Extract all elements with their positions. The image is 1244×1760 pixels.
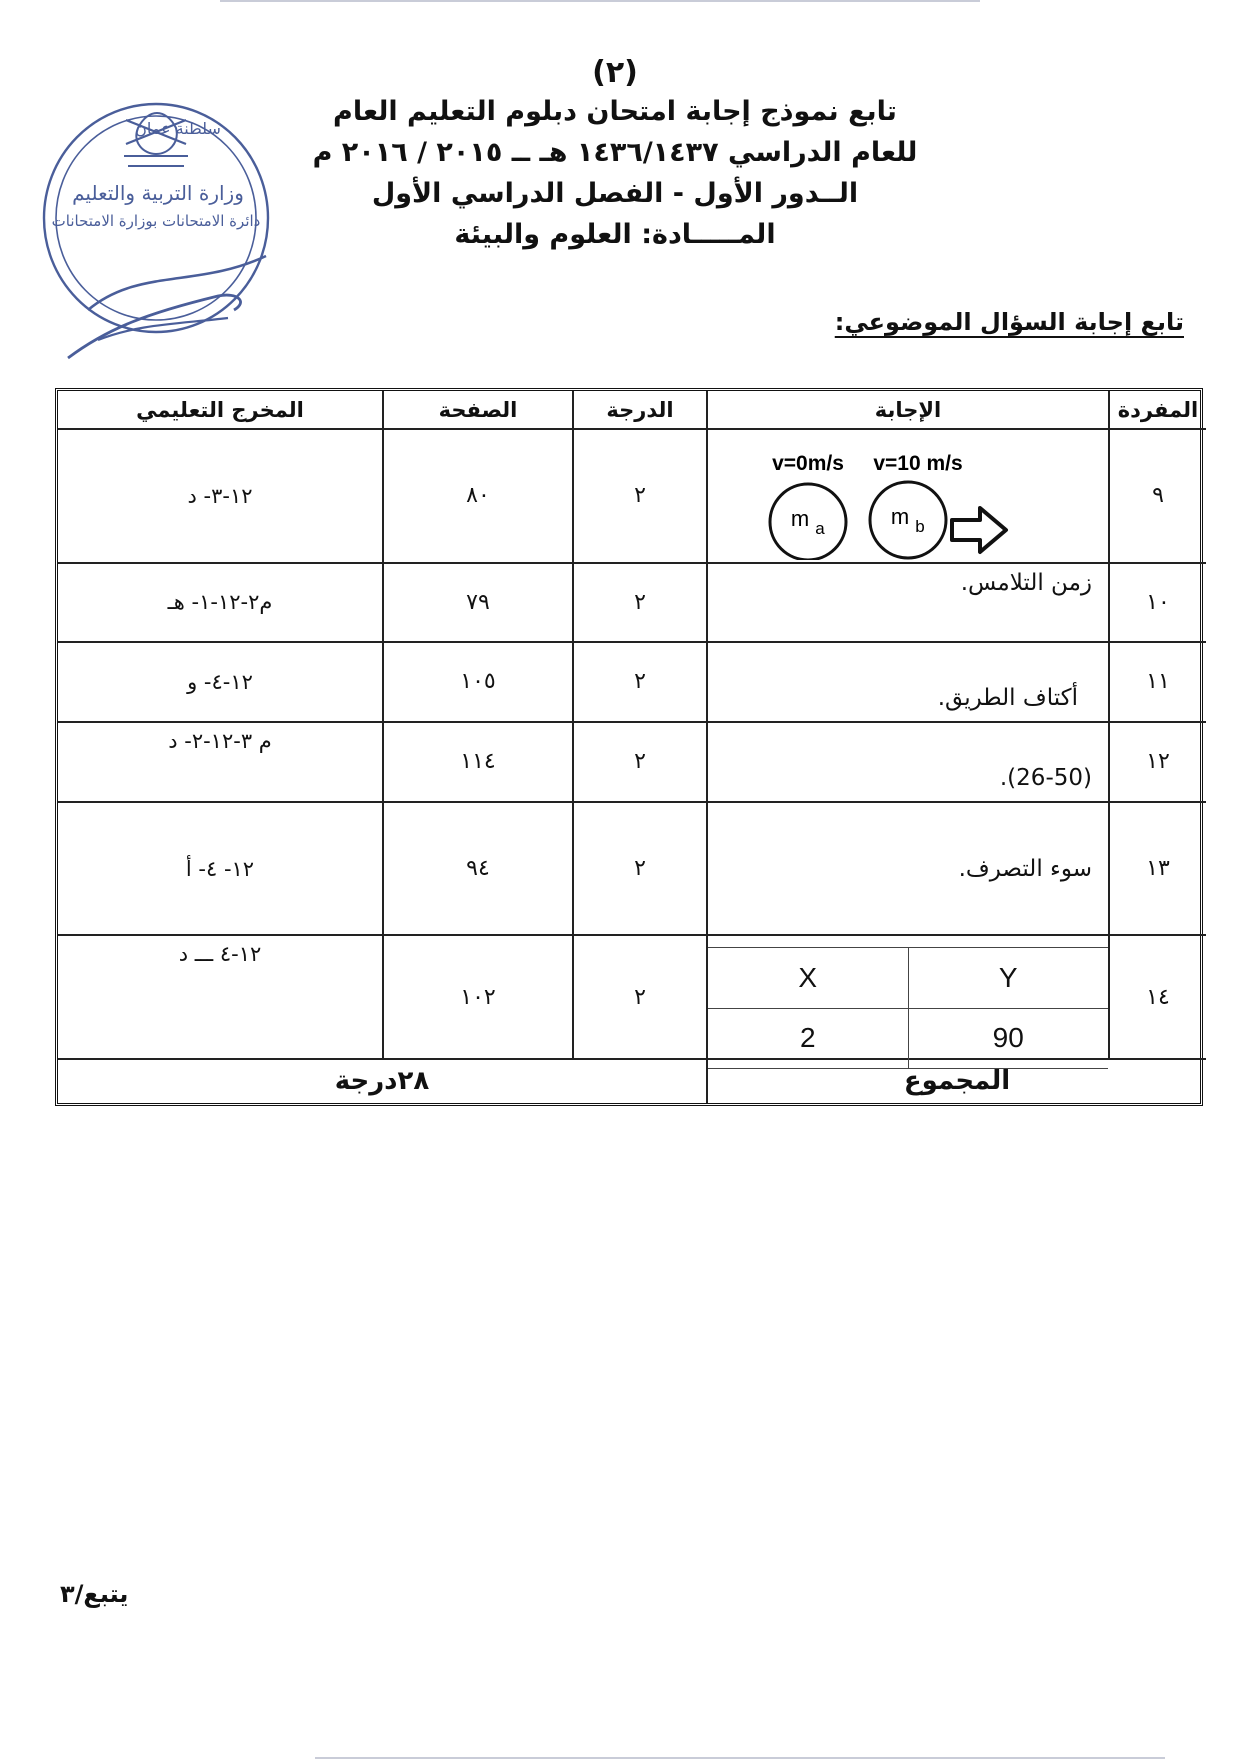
xy-data-table (708, 947, 1108, 1068)
document-title: تابع نموذج إجابة امتحان دبلوم التعليم العام (333, 96, 897, 127)
ball-b-sub: b (915, 517, 925, 536)
cell-answer-table (707, 935, 1109, 1058)
cell-page: ١١٤ (383, 722, 573, 802)
xy-value-x: 2 (708, 1008, 908, 1068)
table-row (58, 642, 1206, 722)
table-row (58, 722, 1206, 802)
cell-grade: ٢ (573, 722, 707, 802)
exam-subject: المـــــادة: العلوم والبيئة (454, 219, 776, 250)
velocity-label-b: v=10 m/s (873, 452, 963, 475)
total-label: المجموع (707, 1059, 1206, 1103)
header-grade: الدرجة (573, 391, 707, 429)
cell-grade: ٢ (573, 429, 707, 563)
cell-outcome: ١٢-٣- د (58, 429, 383, 563)
total-value: ٢٨درجة (58, 1059, 707, 1103)
stamp-text-line2: دائرة الامتحانات بوزارة الامتحانات (51, 212, 261, 230)
cell-item: ١٢ (1109, 722, 1206, 802)
cell-answer-figure (707, 429, 1109, 563)
header-item: المفردة (1109, 391, 1206, 429)
cell-grade: ٢ (573, 642, 707, 722)
cell-grade: ٢ (573, 802, 707, 936)
table-header-row (58, 391, 1206, 429)
continue-note: يتبع/٣ (60, 1580, 129, 1608)
cell-item: ٩ (1109, 429, 1206, 563)
cell-answer: سوء التصرف. (707, 802, 1109, 936)
cell-item: ١٣ (1109, 802, 1206, 936)
xy-header-x: X (708, 948, 908, 1008)
cell-page: ٧٩ (383, 563, 573, 642)
total-row (58, 1059, 1206, 1103)
table-row (58, 429, 1206, 563)
ball-a-sub: a (815, 519, 825, 538)
cell-grade: ٢ (573, 935, 707, 1058)
cell-page: ٩٤ (383, 802, 573, 936)
ball-a-label: m (790, 506, 810, 531)
exam-session: الــدور الأول - الفصل الدراسي الأول (371, 178, 859, 209)
cell-outcome: ١٢-٤ ـــ د (58, 935, 383, 1058)
cell-outcome: م٢-١٢-١- هـ (58, 563, 383, 642)
xy-header-y: Y (908, 948, 1108, 1008)
answers-table (55, 388, 1203, 1106)
cell-outcome: ١٢-٤- و (58, 642, 383, 722)
cell-item: ١٤ (1109, 935, 1206, 1058)
cell-outcome: م ٣-١٢-٢- د (58, 722, 383, 802)
cell-item: ١١ (1109, 642, 1206, 722)
cell-page: ١٠٢ (383, 935, 573, 1058)
cell-outcome: ١٢- ٤- أ (58, 802, 383, 936)
document-header (250, 55, 980, 255)
official-stamp (28, 88, 290, 378)
collision-diagram (748, 436, 1048, 560)
cell-item: ١٠ (1109, 563, 1206, 642)
cell-page: ١٠٥ (383, 642, 573, 722)
stamp-text-line1: وزارة التربية والتعليم (72, 181, 244, 205)
top-scan-edge (220, 0, 980, 2)
cell-answer: (26-50). (707, 722, 1109, 802)
velocity-label-a: v=0m/s (772, 452, 844, 475)
cell-answer: أكتاف الطريق. (707, 642, 1109, 722)
stamp-text-top: سلطنة عمان (135, 119, 221, 138)
table-row (58, 563, 1206, 642)
cell-page: ٨٠ (383, 429, 573, 563)
arrow-right-icon (952, 508, 1006, 552)
header-answer: الإجابة (707, 391, 1109, 429)
cell-grade: ٢ (573, 563, 707, 642)
table-row (58, 935, 1206, 1058)
xy-value-y: 90 (908, 1008, 1108, 1068)
cell-answer: زمن التلامس. (707, 563, 1109, 642)
table-row (58, 802, 1206, 936)
bottom-scan-edge (315, 1757, 1165, 1759)
header-outcome: المخرج التعليمي (58, 391, 383, 429)
ball-b-label: m (890, 504, 910, 529)
page-number: (٢) (592, 55, 638, 90)
section-title: تابع إجابة السؤال الموضوعي: (834, 308, 1184, 336)
academic-year: للعام الدراسي ١٤٣٦/١٤٣٧ هـ ــ ٢٠١٥ / ٢٠١٦ م (312, 137, 918, 168)
header-page: الصفحة (383, 391, 573, 429)
